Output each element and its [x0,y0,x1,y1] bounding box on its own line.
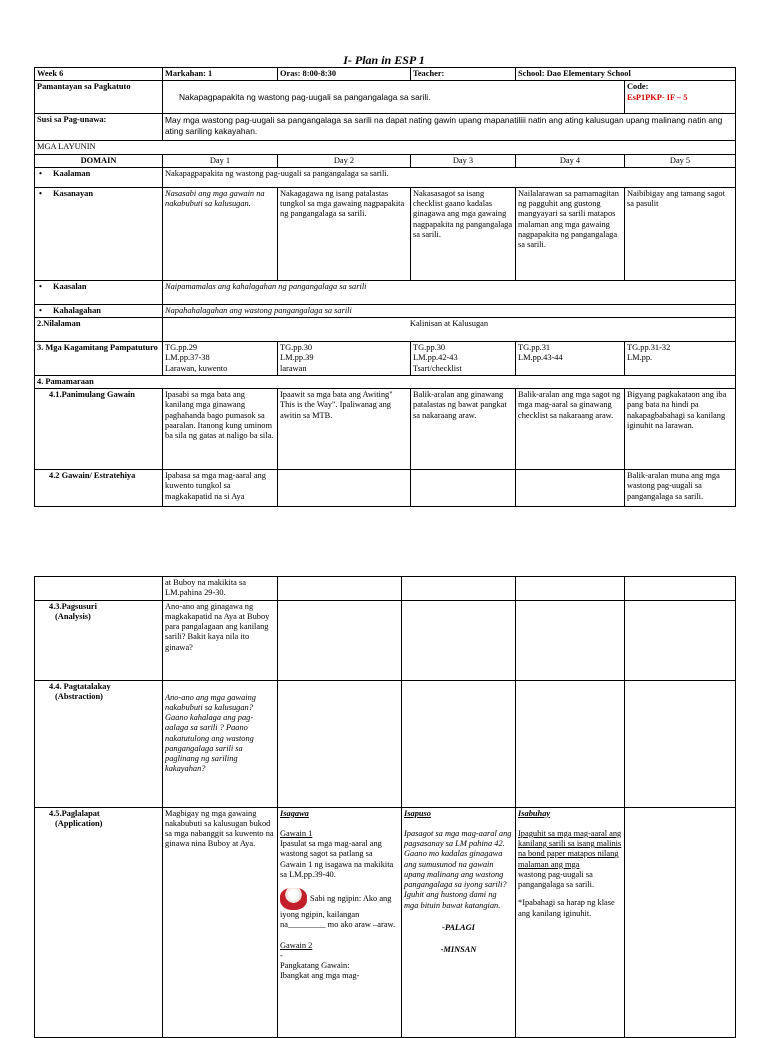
paglalapat-day4 [516,807,625,1037]
paglalapat-day3 [402,807,516,1037]
pagtatalakay-sublabel: (Abstraction) [55,691,103,701]
pamantayan-label: Pamantayan sa Pagkatuto [35,81,163,114]
day-4-header: Day 4 [516,154,625,167]
code-label: Code: [627,82,649,92]
gawain2-dash: - [280,950,283,960]
continuation-day3 [402,577,516,601]
pagsusuri-day2 [278,600,402,680]
panimulang-day1: Ipasabi sa mga bata ang kanilang mga ginawang paghahanda bago pumasok sa paaralan. Itanong kung uminom ba sila ng gatas at naligo ba sila. [163,389,278,470]
isapuso-text: Ipasagot sa mga mag-aaral ang pagsasanay sa LM pahina 42. Gaano mo kadalas ginagawa ang sumusunod na gawain upang malinang ang wastong pangangalaga sa iyong sarili? Iguhit ang hustong dami ng mga bituin bawat katangian. [404,828,512,910]
kagamitan-day4 [516,342,625,376]
continuation-day4 [516,577,625,601]
lesson-plan-table-part2 [34,576,736,1038]
kagamitan-day4-line2: LM.pp.43-44 [518,353,563,363]
document-title: I- Plan in ESP 1 [343,53,425,67]
gawain2-title: Gawain 2 [280,940,313,950]
susi-text: May mga wastong pag-uugali sa pangangalaga sa sarili na dapat nating gawin upang mapanatiliii natin ang ating kalusugan upang malinang natin ang ating sariling kakayahan. [163,114,736,141]
pagtatalakay-day1: Ano-ano ang mga gawaing nakabubuti sa kalusugan? Gaano kahalaga ang pag-aalaga sa sarili ? Paano nakatutulong ang wastong pangangalaga sarili sa paglinang ng sariling kakayahan? [163,680,278,807]
kagamitan-day4-line1: TG.pp.31 [518,343,551,352]
kagamitan-day3-line2: LM.pp.42-43 [413,353,458,363]
gawain-day2 [278,470,411,507]
panimulang-day2: Ipaawit sa mga bata ang Awiting" This is the Way". Ipaliwanag ang awitin sa MTB. [278,389,411,470]
markahan-cell: Markahan: 1 [163,68,278,81]
pagsusuri-sublabel: (Analysis) [55,611,91,621]
school-cell: School: Dao Elementary School [516,68,736,81]
isabuhay-note: *Ipabahagi sa harap ng klase ang kanilang iginuhit. [518,898,615,918]
gawain-estratehiya-label: 4.2 Gawain/ Estratehiya [35,470,163,507]
isabuhay-rest-text: wastong pag-uugali sa pangangalaga sa sarili. [518,869,595,889]
susi-label: Susi sa Pag-unawa: [35,114,163,141]
kagamitan-day1-line1: TG.pp.29 [165,343,198,352]
paglalapat-label: 4.5.Paglalapat [49,808,100,818]
kagamitan-day5-line2: LM.pp. [627,353,653,363]
day-1-header: Day 1 [163,154,278,167]
kasanayan-day4: Nailalarawan sa pamamagitan ng pagguhit ang gustong mangyayari sa sarili matapos malaman ang mga gawaing nagpapakita ng pangangalaga sa sarili. [516,187,625,280]
pangkatang-gawain-cut-text: Ibangkat ang mga mag- [280,971,360,981]
panimulang-gawain-label: 4.1.Panimulang Gawain [35,389,163,470]
pagtatalakay-day5 [625,680,736,807]
kagamitan-label: 3. Mga Kagamitang Pampatuturo [35,342,163,376]
minsan-label: -MINSAN [440,945,477,954]
oras-cell: Oras: 8:00-8:30 [278,68,411,81]
gawain-day5: Balik-aralan muna ang mga wastong pag-uugali sa pangangalaga sa sarili. [625,470,736,507]
kahalagahan-label: • Kahalagahan [35,304,163,317]
isabuhay-underlined-text: Ipaguhit sa mga mag-aaral ang kanilang sarili sa isang malinis na bond paper matapos nilang malaman ang mga [518,828,622,869]
kagamitan-day1-line2: LM.pp.37-38 [165,353,210,363]
pagtatalakay-day3 [402,680,516,807]
pagsusuri-day3 [402,600,516,680]
kagamitan-day1 [163,342,278,376]
code-value: EsP1PKP- IF – 5 [627,92,688,102]
kasanayan-day3: Nakasasagot sa isang checklist gaano kadalas ginagawa ang mga gawaing nagpapakita ng pangangalaga sa sarili. [411,187,516,280]
kagamitan-day2-line3: larawan [280,363,307,373]
gawain1-title: Gawain 1 [280,828,313,838]
panimulang-day4: Balik-aralan ang mga sagot ng mga mag-aaral sa ginawang checklist sa nakaraang araw. [516,389,625,470]
kaasalan-label: • Kaasalan [35,280,163,304]
palagi-label: -PALAGI [442,922,475,932]
pagsusuri-label: 4.3.Pagsusuri [49,601,97,611]
kasanayan-day2: Nakagagawa ng isang patalastas tungkol sa mga gawaing nagpapakita ng pangangalaga sa sarili. [278,187,411,280]
paglalapat-day5 [625,807,736,1037]
gawain-day4 [516,470,625,507]
isagawa-heading: Isagawa [280,808,309,818]
pamamaraan-label: 4. Pamamaraan [35,375,736,388]
day-2-header: Day 2 [278,154,411,167]
kagamitan-day2-line1: TG.pp.30 [280,343,313,352]
sabi-ng-ngipin-text: Sabi ng ngipin: Ako ang iyong ngipin, kailangan na_________ mo ako araw –araw. [280,893,396,930]
teeth-icon [280,888,307,910]
kaalaman-text: Nakapagpapakita ng wastong pag-uugali sa pangangalaga sa sarili. [163,167,736,187]
domain-label: DOMAIN [35,154,163,167]
pagtatalakay-label: 4.4. Pagtatalakay [49,681,111,691]
gawain-day3 [411,470,516,507]
kagamitan-day3 [411,342,516,376]
continuation-label [35,577,163,601]
mga-layunin-header: MGA LAYUNIN [35,141,736,154]
paglalapat-day1: Magbigay ng mga gawaing nakabubuti sa kalusugan bukod sa mga nabanggit sa kuwento na ginawa nina Buboy at Aya. [163,807,278,1037]
kagamitan-day3-line3: Tsart/checklist [413,363,462,373]
day-5-header: Day 5 [625,154,736,167]
paglalapat-label-cell [35,807,163,1037]
kagamitan-day1-line3: Larawan, kuwento [165,363,228,373]
pangkatang-gawain-label: Pangkatang Gawain: [280,961,350,970]
kahalagahan-text: Napahahalagahan ang wastong pangangalaga sa sarili [163,304,736,317]
pagtatalakay-label-cell [35,680,163,807]
kaasalan-text: Naipamamalas ang kahalagahan ng pangangalaga sa sarili [163,280,736,304]
paglalapat-sublabel: (Application) [55,818,103,828]
pagtatalakay-day4 [516,680,625,807]
week-cell: Week 6 [35,68,163,81]
pagsusuri-label-cell [35,600,163,680]
continuation-day2 [278,577,402,601]
pamantayan-value: Nakapagpapakita ng wastong pag-uugali sa pangangalaga sa sarili. [179,92,431,103]
isapuso-heading: Isapuso [404,808,431,818]
kagamitan-day2 [278,342,411,376]
kaalaman-label: • Kaalaman [35,167,163,187]
kasanayan-day5: Naibibigay ang tamang sagot sa pasulit [625,187,736,280]
isabuhay-heading: Isabuhay [518,808,551,818]
day-3-header: Day 3 [411,154,516,167]
gawain-day1: Ipabasa sa mga mag-aaral ang kuwento tungkol sa magkakapatid na si Aya [163,470,278,507]
teacher-cell: Teacher: [411,68,516,81]
kagamitan-day5 [625,342,736,376]
kasanayan-label: • Kasanayan [35,187,163,280]
pagsusuri-day5 [625,600,736,680]
pagsusuri-day1: Ano-ano ang ginagawa ng magkakapatid na Aya at Buboy para pangalagaan ang kanilang sarili? Bakit kaya nila ito ginawa? [163,600,278,680]
nilalaman-label: 2.Nilalaman [35,318,163,342]
kasanayan-day1: Nasasabi ang mga gawain na nakabubuti sa kalusugan. [163,187,278,280]
kagamitan-day5-line1: TG.pp.31-32 [627,343,671,352]
gawain1-text: Ipasulat sa mga mag-aaral ang wastong sagot sa patlang sa Gawain 1 ng isagawa na makikita sa LM.pp.39-40. [280,839,394,879]
pamantayan-text [163,81,625,114]
pagsusuri-day4 [516,600,625,680]
panimulang-day3: Balik-aralan ang ginawang patalastas ng bawat pangkat sa nakaraang araw. [411,389,516,470]
pagtatalakay-day2 [278,680,402,807]
kagamitan-day2-line2: LM.pp.39 [280,353,314,363]
continuation-day1: at Buboy na makikita sa LM.pahina 29-30. [163,577,278,601]
continuation-day5 [625,577,736,601]
kagamitan-day3-line1: TG.pp.30 [413,343,446,352]
nilalaman-text: Kalinisan at Kalusugan [163,318,736,342]
panimulang-day5: Bigyang pagkakataon ang iba pang bata na hindi pa nakapagbabahagi sa kanilang iginuhit na larawan. [625,389,736,470]
code-cell [625,81,736,114]
paglalapat-day2 [278,807,402,1037]
lesson-plan-table-part1 [34,67,736,507]
